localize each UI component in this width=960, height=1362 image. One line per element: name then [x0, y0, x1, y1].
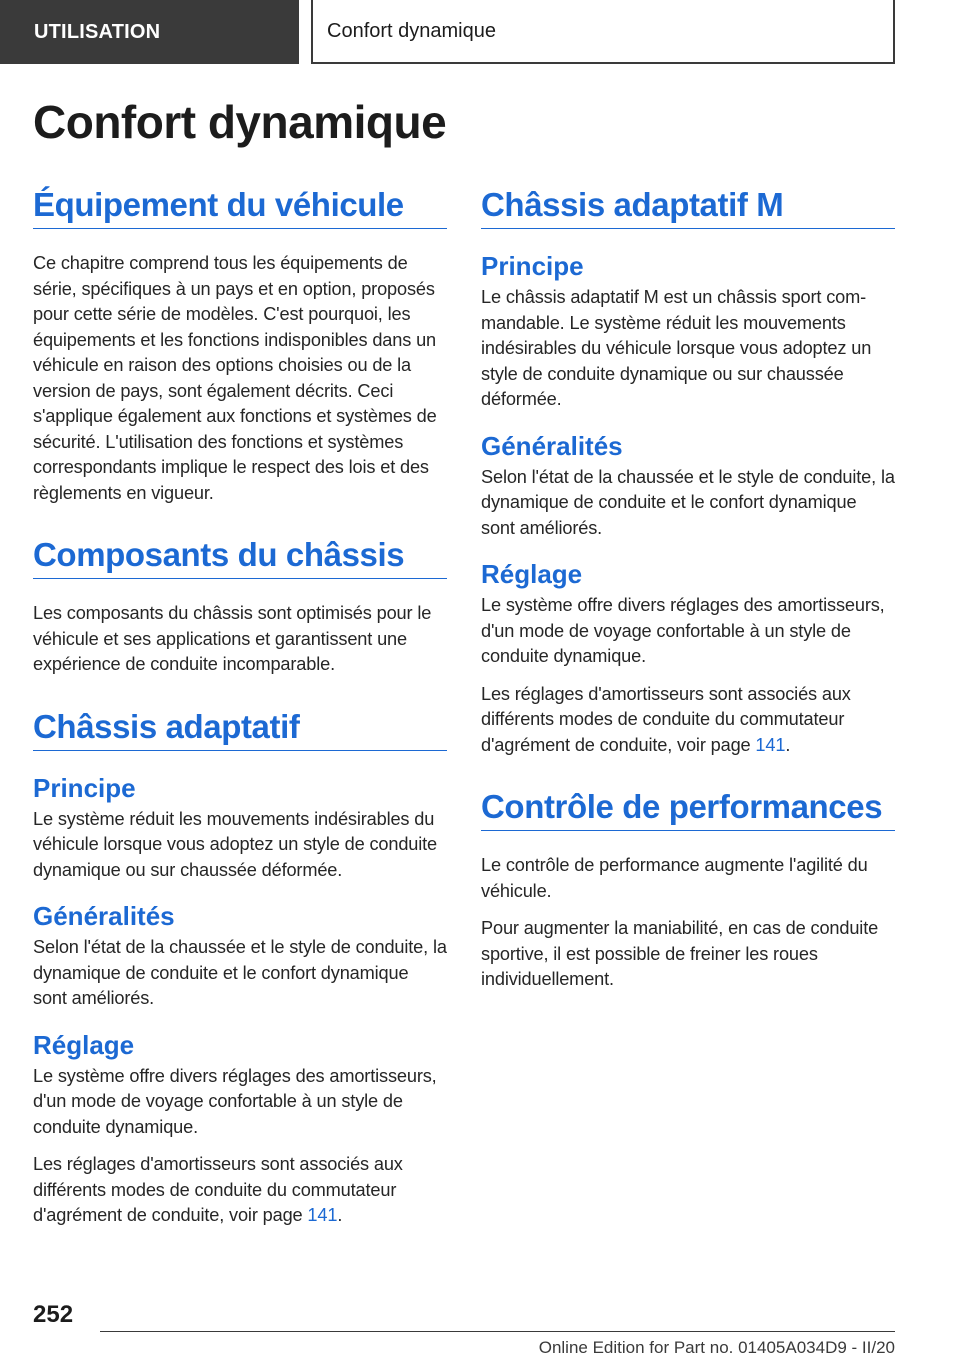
header-section-tab: UTILISATION — [0, 0, 299, 64]
heading-equipement: Équipement du véhicule — [33, 186, 447, 229]
subsection-reglage — [33, 1030, 447, 1229]
text-equipement: Ce chapitre comprend tous les équipements de série, spécifiques à un pays et en option, proposés pour cette série de modèles. C'est pourquoi, les équipements et les fonctions indisponibles dans un véhicule en raison des options choisies ou de la version de pays, sont également décrits. Ceci s'applique également aux fonctions et systèmes de sécurité. L'utilisation des fonctions et systèmes correspondants implique le respect des lois et des règlements en vigueur. — [33, 253, 437, 503]
page-reference-link-m[interactable]: 141 — [755, 734, 786, 755]
text-principe-m: Le châssis adaptatif M est un châssis sport commandable. Le système réduit les mouvements indésirables du véhicule lorsque vous adoptez un style de conduite dynamique ou sur chaussée déformée. — [481, 287, 872, 409]
subheading-generalites: Généralités — [33, 901, 175, 931]
page-number: 252 — [33, 1301, 74, 1328]
heading-chassis-m: Châssis adaptatif M — [481, 186, 895, 229]
subsection-reglage-m — [481, 559, 895, 758]
left-column — [33, 186, 447, 1259]
subsection-principe — [33, 773, 447, 884]
text-reglage-m-1: Le système offre divers réglages des amortisseurs, d'un mode de voyage confortable à un style de conduite dynamique. — [481, 595, 885, 666]
subsection-principe-m — [481, 251, 895, 413]
text-reglage-1: Le système offre divers réglages des amortisseurs, d'un mode de voyage confortable à un style de conduite dynamique. — [33, 1065, 437, 1137]
text-performances-2: Pour augmenter la maniabilité, en cas de conduite sportive, il est possible de freiner les roues individuellement. — [481, 918, 879, 989]
text-reglage-2-end: . — [337, 1205, 343, 1225]
text-principe: Le système réduit les mouvements indésirables du véhicule lorsque vous adoptez un style de conduite dynamique ou sur chaussée déformée. — [33, 808, 438, 880]
text-reglage-2 — [33, 1152, 447, 1229]
right-column — [481, 186, 895, 1023]
text-reglage-m-2-body: Les réglages d'amortisseurs sont associés aux différents modes de conduite du commutateur d'agrément de conduite, voir page — [481, 683, 851, 755]
subheading-principe: Principe — [33, 772, 136, 803]
section-equipement — [33, 186, 447, 506]
subheading-principe-m: Principe — [481, 251, 584, 281]
section-composants — [33, 536, 447, 678]
text-performances-1: Le contrôle de performance augmente l'agilité du véhicule. — [481, 855, 868, 901]
subsection-generalites-m — [481, 431, 895, 542]
subheading-reglage-m: Réglage — [481, 559, 583, 589]
subheading-reglage: Réglage — [33, 1029, 135, 1060]
section-performances — [481, 788, 895, 993]
section-chassis-m — [481, 186, 895, 758]
text-reglage-2-body: Les réglages d'amortisseurs sont associés aux différents modes de conduite du commutateur d'agrément de conduite, voir page — [33, 1154, 403, 1225]
heading-composants: Composants du châssis — [33, 536, 447, 579]
text-generalites: Selon l'état de la chaussée et le style de conduite, la dynamique de conduite et le confort dynamique sont améliorés. — [33, 937, 447, 1008]
footer-edition: Online Edition for Part no. 01405A034D9 - II/20 — [538, 1338, 895, 1357]
footer-divider — [100, 1331, 895, 1332]
subsection-generalites — [33, 901, 447, 1012]
text-reglage-m-2 — [481, 682, 895, 759]
text-reglage-m-2-end: . — [785, 734, 791, 755]
page-reference-link[interactable]: 141 — [307, 1205, 338, 1225]
subheading-generalites-m: Généralités — [481, 430, 623, 461]
text-composants: Les composants du châssis sont optimisés pour le véhicule et ses applications et garantissent une expérience de conduite incomparable. — [33, 603, 432, 674]
page-title: Confort dynamique — [33, 96, 447, 148]
heading-chassis-adaptatif: Châssis adaptatif — [33, 708, 447, 751]
heading-performances: Contrôle de performances — [481, 788, 895, 831]
header-chapter-tab: Confort dynamique — [311, 0, 895, 64]
text-generalites-m: Selon l'état de la chaussée et le style de conduite, la dynamique de conduite et le confort dynamique sont améliorés. — [481, 466, 895, 538]
section-chassis-adaptatif — [33, 708, 447, 1229]
